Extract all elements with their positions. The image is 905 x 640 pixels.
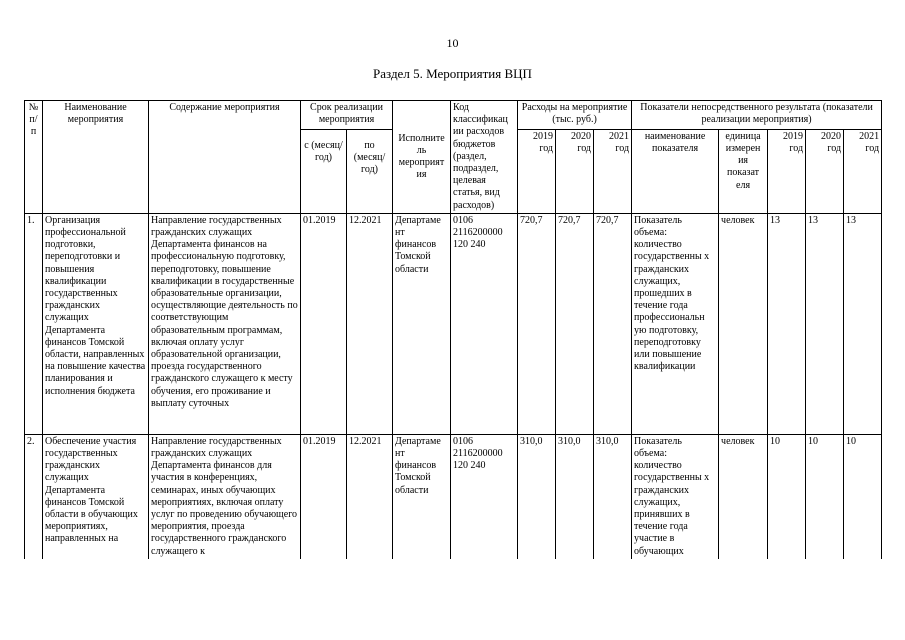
header-exp-2019: 2019 год xyxy=(518,129,556,213)
cell-no: 2. xyxy=(25,434,43,559)
header-name: Наименование мероприятия xyxy=(43,101,149,214)
cell-indicator-unit: человек xyxy=(719,434,768,559)
cell-ind-2019: 13 xyxy=(768,213,806,434)
cell-exp-2020: 720,7 xyxy=(556,213,594,434)
cell-exp-2020: 310,0 xyxy=(556,434,594,559)
header-ind-2020: 2020 год xyxy=(806,129,844,213)
header-exp-2021: 2021 год xyxy=(594,129,632,213)
cell-executor: Департаме нт финансов Томской области xyxy=(393,213,451,434)
cell-indicator-name: Показатель объема: количество государственны х гражданских служащих, принявших в течение года участие в обучающих xyxy=(632,434,719,559)
cell-ind-2020: 10 xyxy=(806,434,844,559)
header-exp-2020: 2020 год xyxy=(556,129,594,213)
cell-exp-2021: 720,7 xyxy=(594,213,632,434)
header-expenses: Расходы на мероприятие (тыс. руб.) xyxy=(518,101,632,130)
header-period-from: с (месяц/ год) xyxy=(301,129,347,213)
cell-to: 12.2021 xyxy=(347,434,393,559)
header-indicator-name: наименование показателя xyxy=(632,129,719,213)
cell-from: 01.2019 xyxy=(301,213,347,434)
cell-exp-2021: 310,0 xyxy=(594,434,632,559)
table-row xyxy=(25,434,882,559)
cell-content: Направление государственных гражданских служащих Департамента финансов для участия в конференциях, семинарах, иных обучающих мероприятиях, включая оплату услуг по проведению обучающего мероприятия, проезда государственного гражданского служащего к xyxy=(149,434,301,559)
header-indicators: Показатели непосредственного результата (показатели реализации мероприятия) xyxy=(632,101,882,130)
cell-indicator-name: Показатель объема: количество государственны х гражданских служащих, прошедших в течение года профессиональн ую подготовку, переподготовку или повышение квалификации xyxy=(632,213,719,434)
header-indicator-unit: единица измерен ия показат еля xyxy=(719,129,768,213)
header-executor: Исполните ль мероприят ия xyxy=(393,101,451,214)
cell-from: 01.2019 xyxy=(301,434,347,559)
cell-name: Обеспечение участия государственных гражданских служащих Департамента финансов Томской области в обучающих мероприятиях, направленных на xyxy=(43,434,149,559)
page-number: 10 xyxy=(446,36,459,50)
header-ind-2019: 2019 год xyxy=(768,129,806,213)
header-no: № п/п xyxy=(25,101,43,214)
activities-table xyxy=(24,100,882,559)
cell-to: 12.2021 xyxy=(347,213,393,434)
cell-ind-2021: 10 xyxy=(844,434,882,559)
cell-content: Направление государственных гражданских служащих Департамента финансов на профессиональную подготовку, переподготовку, повышение квалификации в государственные образовательные организации, осуществляющие деятельность по соответствующим образовательным программам, включая оплату услуг образовательной организации, проезда государственного гражданского служащего к месту обучения, его проживание и выплату суточных xyxy=(149,213,301,434)
cell-code: 0106 2116200000 120 240 xyxy=(451,434,518,559)
cell-ind-2020: 13 xyxy=(806,213,844,434)
header-period-to: по (месяц/ год) xyxy=(347,129,393,213)
cell-code: 0106 2116200000 120 240 xyxy=(451,213,518,434)
header-period: Срок реализации мероприятия xyxy=(301,101,393,130)
section-title: Раздел 5. Мероприятия ВЦП xyxy=(373,66,532,81)
cell-ind-2019: 10 xyxy=(768,434,806,559)
cell-name: Организация профессиональной подготовки, переподготовки и повышения квалификации государственных гражданских служащих Департамента финансов Томской области, направленных на повышение качества планирования и исполнения бюджета xyxy=(43,213,149,434)
table-row xyxy=(25,213,882,434)
cell-executor: Департаме нт финансов Томской области xyxy=(393,434,451,559)
cell-exp-2019: 720,7 xyxy=(518,213,556,434)
cell-exp-2019: 310,0 xyxy=(518,434,556,559)
cell-no: 1. xyxy=(25,213,43,434)
header-ind-2021: 2021 год xyxy=(844,129,882,213)
header-code: Код классификац ии расходов бюджетов (раздел, подраздел, целевая статья, вид расходов) xyxy=(451,101,518,214)
header-row-1 xyxy=(25,101,882,130)
header-content: Содержание мероприятия xyxy=(149,101,301,214)
cell-indicator-unit: человек xyxy=(719,213,768,434)
cell-ind-2021: 13 xyxy=(844,213,882,434)
